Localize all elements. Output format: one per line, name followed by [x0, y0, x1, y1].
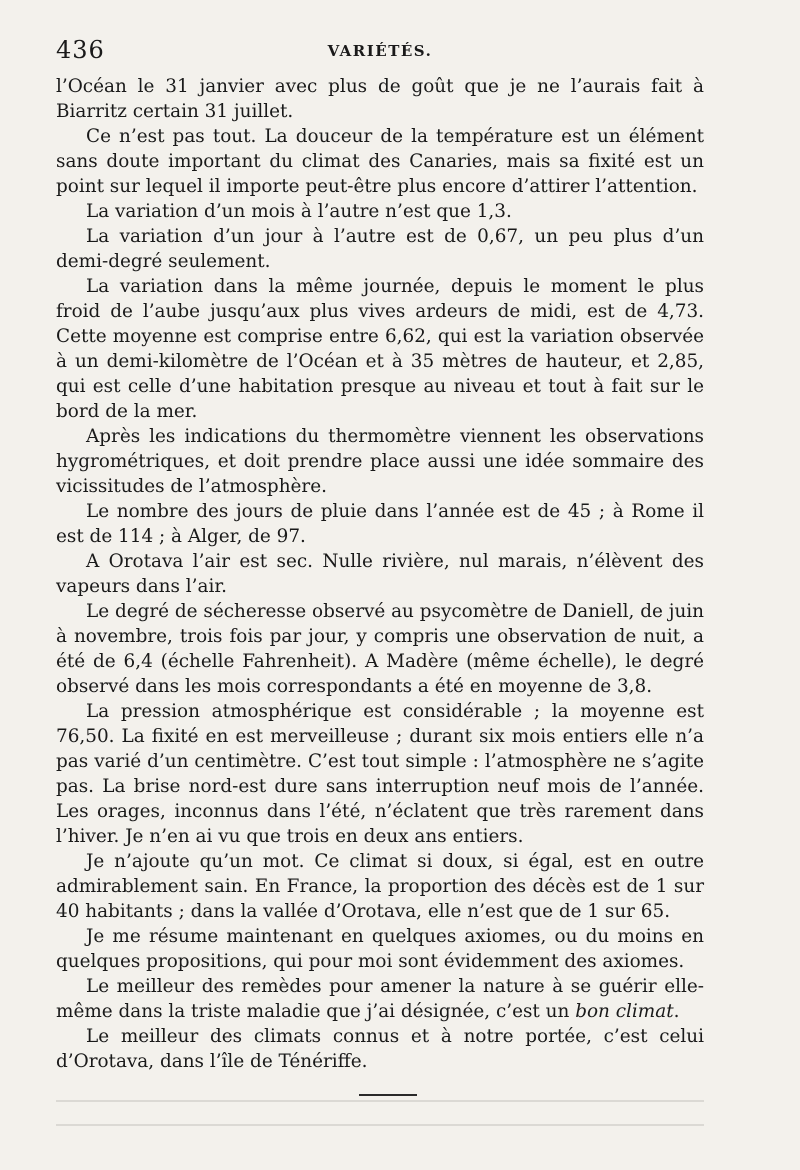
paragraph: l’Océan le 31 janvier avec plus de goût que je ne l’aurais fait à Biarritz certain 31 juillet.	[56, 76, 704, 122]
page-number: 436	[56, 36, 105, 64]
paragraph: Ce n’est pas tout. La douceur de la température est un élément sans doute important du climat des Canaries, mais sa fixité est un point sur lequel il importe peut-être plus encore d’attirer l’attention.	[56, 126, 704, 197]
paragraph: Je n’ajoute qu’un mot. Ce climat si doux, si égal, est en outre admirablement sain. En France, la proportion des décès est de 1 sur 40 habitants ; dans la vallée d’Orotava, elle n’est que de 1 sur 65.	[56, 851, 704, 922]
bleed-through-decoration	[56, 1100, 704, 1160]
paragraph: La variation d’un mois à l’autre n’est que 1,3.	[86, 201, 512, 222]
paragraph: La variation d’un jour à l’autre est de 0,67, un peu plus d’un demi-degré seulement.	[56, 226, 704, 272]
paragraph: Le degré de sécheresse observé au psycomètre de Daniell, de juin à novembre, trois fois par jour, y compris une observation de nuit, a été de 6,4 (échelle Fahrenheit). A Madère (même échelle), le degré observé dans les mois correspondants a été en moyenne de 3,8.	[56, 601, 705, 697]
paragraph-text: Le meilleur des remèdes pour amener la nature à se guérir elle-même dans la triste maladie que j’ai désignée, c’est un	[56, 976, 704, 1022]
page-header	[56, 32, 704, 68]
paragraph	[56, 974, 704, 1024]
emphasis-text: bon climat	[575, 1001, 674, 1022]
body-text	[56, 74, 704, 1074]
paragraph: Je me résume maintenant en quelques axiomes, ou du moins en quelques propositions, qui pour moi sont évidemment des axiomes.	[56, 926, 704, 972]
paragraph: Le meilleur des climats connus et à notre portée, c’est celui d’Orotava, dans l’île de Ténériffe.	[56, 1026, 704, 1072]
paragraph: A Orotava l’air est sec. Nulle rivière, nul marais, n’élèvent des vapeurs dans l’air.	[56, 551, 704, 597]
paragraph-tail: .	[673, 1001, 680, 1022]
section-rule	[359, 1094, 417, 1096]
paragraph: Après les indications du thermomètre viennent les observations hygrométriques, et doit prendre place aussi une idée sommaire des vicissitudes de l’atmosphère.	[56, 426, 704, 497]
paragraph: Le nombre des jours de pluie dans l’année est de 45 ; à Rome il est de 114 ; à Alger, de 97.	[56, 501, 704, 547]
paragraph: La pression atmosphérique est considérable ; la moyenne est 76,50. La fixité en est merveilleuse ; durant six mois entiers elle n’a pas varié d’un centimètre. C’est tout simple : l’atmosphère ne s’agite pas. La brise nord-est dure sans interruption neuf mois de l’année. Les orages, inconnus dans l’été, n’éclatent que très rarement dans l’hiver. Je n’en ai vu que trois en deux ans entiers.	[56, 701, 704, 847]
paragraph: La variation dans la même journée, depuis le moment le plus froid de l’aube jusqu’aux plus vives ardeurs de midi, est de 4,73. Cette moyenne est comprise entre 6,62, qui est la variation observée à un demi-kilomètre de l’Océan et à 35 mètres de hauteur, et 2,85, qui est celle d’une habitation presque au niveau et tout à fait sur le bord de la mer.	[56, 276, 704, 422]
running-head: VARIÉTÉS.	[327, 42, 433, 60]
